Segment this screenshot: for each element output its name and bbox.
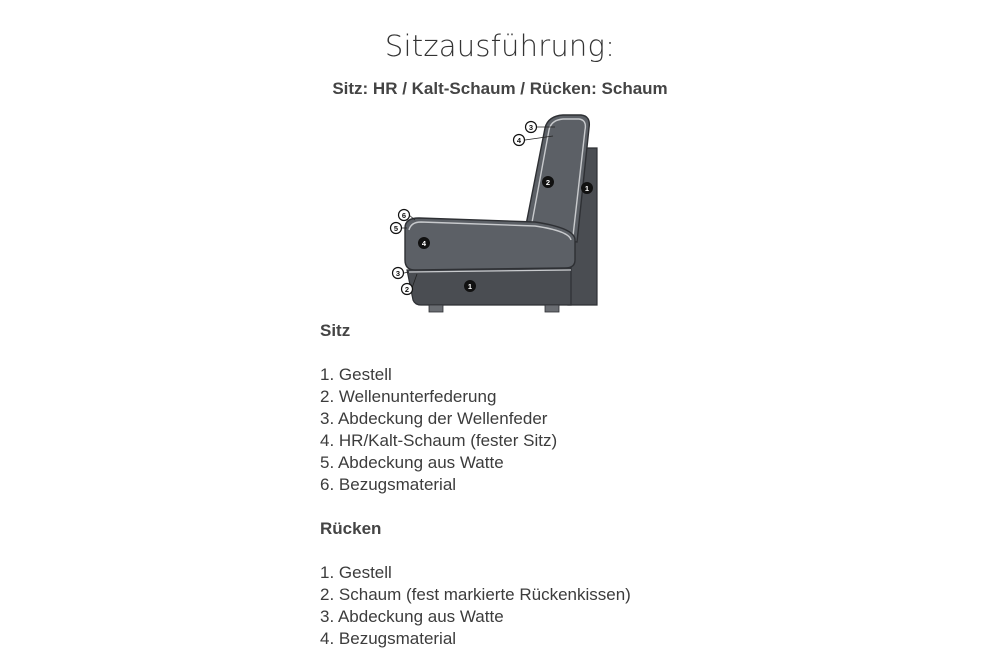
list-item: 3. Abdeckung der Wellenfeder <box>320 409 548 428</box>
list-item: 6. Bezugsmaterial <box>320 475 457 494</box>
seat-construction-diagram <box>385 110 605 315</box>
seat-foot-left <box>429 305 443 312</box>
sitz-list <box>320 364 740 496</box>
list-item: 4. Bezugsmaterial <box>320 629 457 648</box>
list-item: 3. Abdeckung aus Watte <box>320 607 504 626</box>
ruecken-list <box>320 562 740 650</box>
callout-seat-6: 6 <box>401 210 407 220</box>
list-item: 4. HR/Kalt-Schaum (fester Sitz) <box>320 431 558 450</box>
callout-back-1: 1 <box>584 183 590 193</box>
list-item: 2. Schaum (fest markierte Rückenkissen) <box>320 585 631 604</box>
list-item: 1. Gestell <box>320 365 392 384</box>
page-title: Sitzausführung: <box>384 29 616 63</box>
seat-cushion <box>405 218 575 270</box>
list-item: 2. Wellenunterfederung <box>320 387 497 406</box>
ruecken-heading: Rücken <box>320 519 382 538</box>
callout-seat-4: 4 <box>421 238 427 248</box>
callout-seat-5: 5 <box>393 223 399 233</box>
list-item: 1. Gestell <box>320 563 392 582</box>
list-item: 5. Abdeckung aus Watte <box>320 453 504 472</box>
callout-back-3: 3 <box>528 122 534 132</box>
callout-seat-2: 2 <box>404 284 410 294</box>
sitz-heading: Sitz <box>320 321 351 340</box>
page-subtitle: Sitz: HR / Kalt-Schaum / Rücken: Schaum <box>332 79 668 98</box>
sitz-section <box>320 320 740 496</box>
callout-back-2: 2 <box>545 177 551 187</box>
callout-seat-3: 3 <box>395 268 401 278</box>
callout-back-4: 4 <box>516 135 522 145</box>
callout-seat-1: 1 <box>467 281 473 291</box>
seat-frame <box>404 268 571 305</box>
seat-foot-right <box>545 305 559 312</box>
ruecken-section <box>320 518 740 650</box>
